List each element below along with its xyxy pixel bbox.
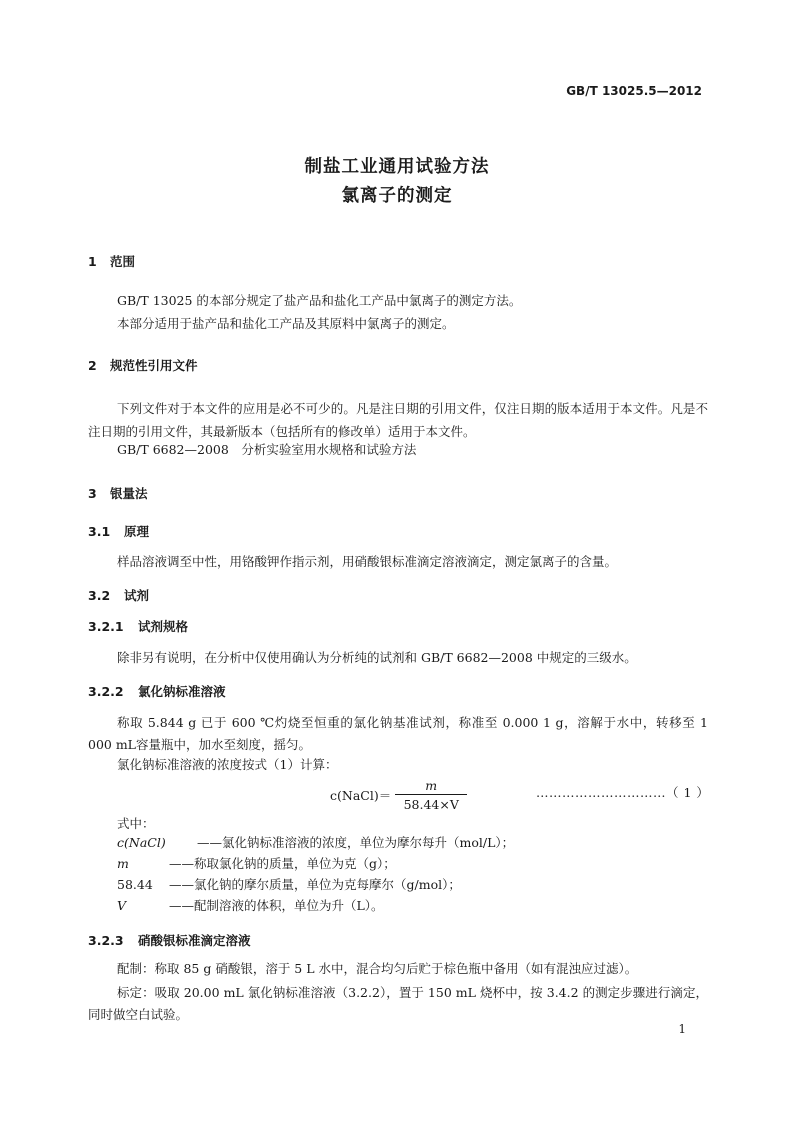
formula-lhs: c(NaCl)＝: [330, 788, 392, 803]
definition-row: [117, 897, 384, 914]
section-1-heading: [88, 252, 135, 270]
formula-denominator: 58.44×V: [403, 797, 459, 812]
section-3-heading: [88, 484, 148, 502]
section-title: 规范性引用文件: [110, 358, 198, 373]
subsection-3-2-3-heading: [88, 931, 251, 949]
section-2-paragraph: 下列文件对于本文件的应用是必不可少的。凡是注日期的引用文件，仅注日期的版本适用于本文件。凡是不注日期的引用文件，其最新版本（包括所有的修改单）适用于本文件。: [88, 401, 708, 439]
section-title: 硝酸银标准滴定溶液: [138, 933, 251, 948]
definition-row: [117, 855, 396, 872]
standard-code: GB/T 13025.5—2012: [566, 84, 702, 98]
definition-text: ——氯化钠标准溶液的浓度，单位为摩尔每升（mol/L）；: [197, 835, 515, 850]
section-number: 1: [88, 254, 97, 269]
document-title-line1: 制盐工业通用试验方法: [304, 157, 490, 177]
definition-text: ——称取氯化钠的质量，单位为克（g）；: [169, 856, 396, 871]
formula-fraction: [395, 778, 467, 812]
reagent-spec-paragraph: 除非另有说明，在分析中仅使用确认为分析纯的试剂和 GB/T 6682—2008 中规定的三级水。: [117, 650, 637, 665]
document-title-line2: 氯离子的测定: [341, 186, 453, 206]
section-number: 3.2.2: [88, 684, 124, 699]
definition-text: ——氯化钠的摩尔质量，单位为克每摩尔（g/mol）；: [169, 877, 461, 892]
section-number: 3.1: [88, 524, 111, 539]
subsection-3-1-heading: [88, 522, 149, 540]
definition-symbol: m: [117, 856, 129, 871]
agno3-standardization-paragraph: 标定：吸取 20.00 mL 氯化钠标准溶液（3.2.2），置于 150 mL 烧杯中，按 3.4.2 的测定步骤进行滴定，同时做空白试验。: [88, 985, 708, 1022]
where-label: 式中：: [117, 816, 155, 831]
nacl-preparation-paragraph: 称取 5.844 g 已于 600 ℃灼烧至恒重的氯化钠基准试剂，称准至 0.000 1 g，溶解于水中，转移至 1 000 mL容量瓶中，加水至刻度，摇匀。: [88, 715, 708, 752]
subsection-3-2-heading: [88, 586, 149, 604]
section-number: 3.2.1: [88, 619, 124, 634]
formula-number: …………………………（ 1 ）: [536, 785, 710, 800]
definition-symbol: 58.44: [117, 877, 153, 892]
formula-intro: 氯化钠标准溶液的浓度按式（1）计算：: [117, 757, 338, 772]
formula-numerator: m: [395, 778, 467, 795]
section-number: 3.2.3: [88, 933, 124, 948]
subsection-3-2-1-heading: [88, 617, 188, 635]
agno3-preparation-paragraph: 配制：称取 85 g 硝酸银，溶于 5 L 水中，混合均匀后贮于棕色瓶中备用（如有混浊应过滤）。: [117, 961, 638, 976]
normative-reference: GB/T 6682—2008 分析实验室用水规格和试验方法: [117, 442, 417, 457]
section-title: 原理: [124, 524, 150, 539]
section-number: 2: [88, 358, 97, 373]
definition-row: [117, 876, 461, 893]
section-title: 试剂: [124, 588, 150, 603]
definition-text: ——配制溶液的体积，单位为升（L）。: [169, 898, 384, 913]
formula-1: [330, 778, 467, 812]
page-number: 1: [678, 1022, 686, 1036]
definition-row: [117, 834, 514, 851]
subsection-3-2-2-heading: [88, 682, 226, 700]
section-2-heading: [88, 356, 198, 374]
section-number: 3: [88, 486, 97, 501]
section-title: 范围: [110, 254, 136, 269]
section-title: 试剂规格: [138, 619, 189, 634]
section-number: 3.2: [88, 588, 111, 603]
definition-symbol: V: [117, 898, 127, 913]
principle-paragraph: 样品溶液调至中性，用铬酸钾作指示剂，用硝酸银标准滴定溶液滴定，测定氯离子的含量。: [117, 554, 618, 569]
section-title: 氯化钠标准溶液: [138, 684, 226, 699]
section-1-paragraph-2: 本部分适用于盐产品和盐化工产品及其原料中氯离子的测定。: [117, 316, 455, 331]
definition-symbol: c(NaCl): [117, 835, 166, 850]
section-1-paragraph-1: GB/T 13025 的本部分规定了盐产品和盐化工产品中氯离子的测定方法。: [117, 293, 522, 308]
section-title: 银量法: [110, 486, 148, 501]
